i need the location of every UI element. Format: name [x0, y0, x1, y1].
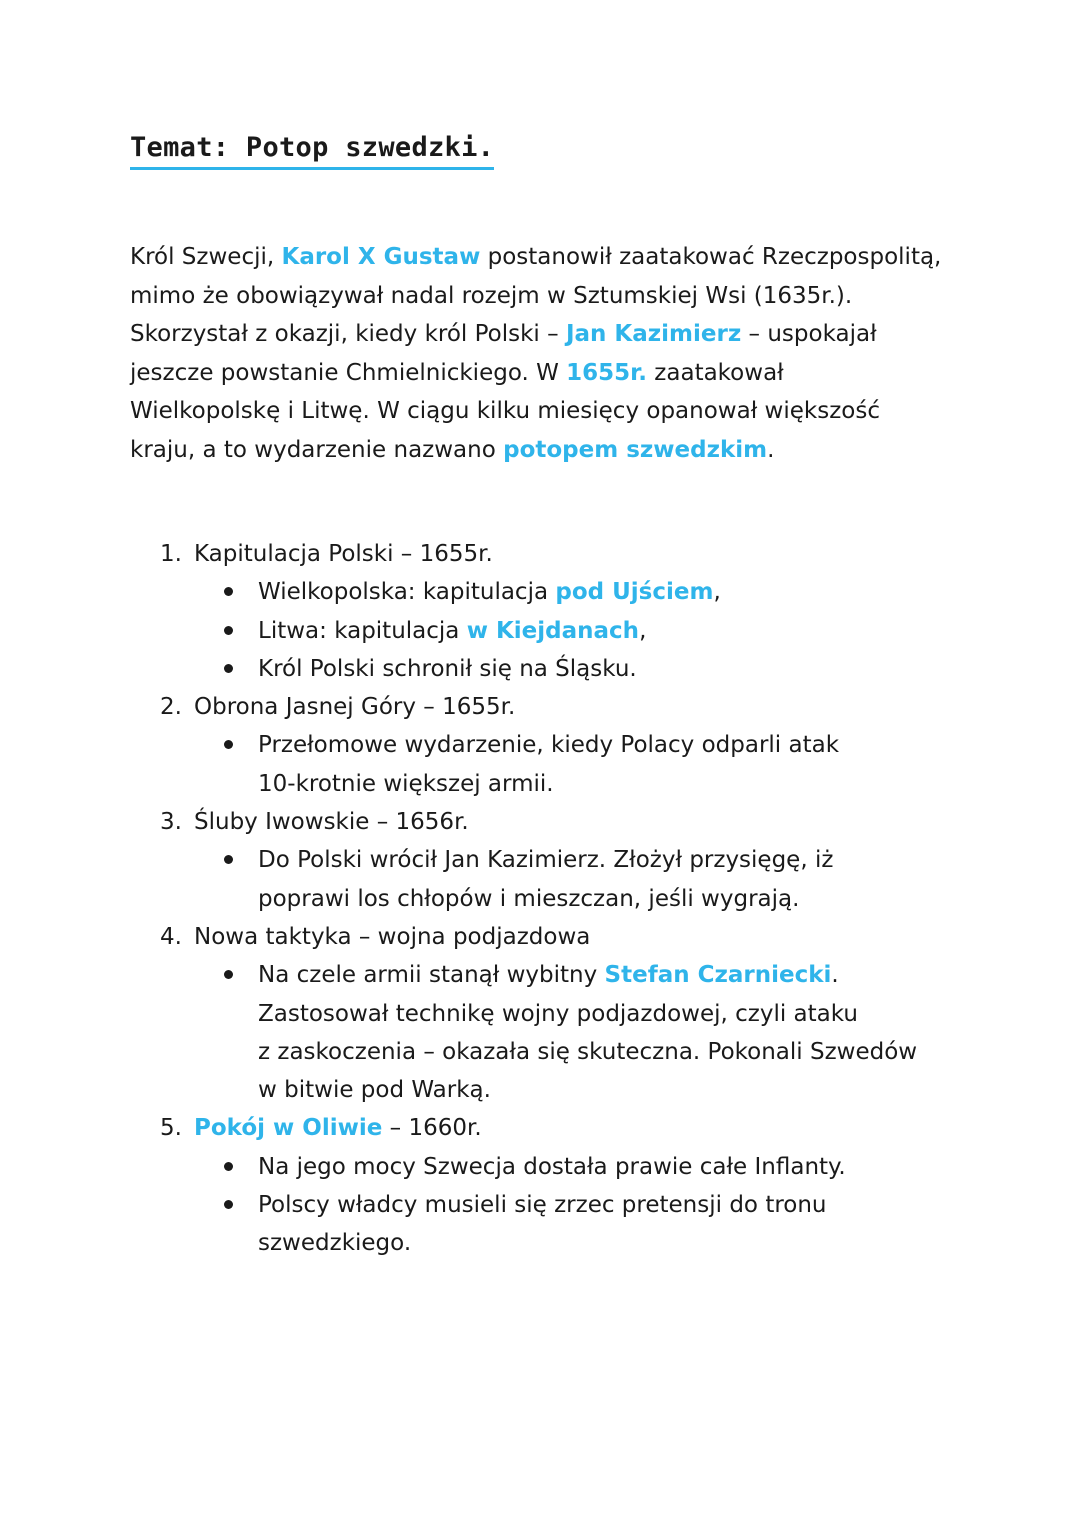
bullet-line: Król Polski schronił się na Śląsku. [258, 655, 637, 682]
highlight-karol-x-gustaw: Karol X Gustaw [281, 244, 481, 270]
intro-line [130, 238, 970, 277]
list-item [160, 803, 980, 918]
text-span: zaatakował [647, 359, 784, 386]
bullet-item [160, 650, 980, 688]
bullet-line: poprawi los chłopów i mieszczan, jeśli wygrają. [258, 885, 800, 912]
bullet-line: w bitwie pod Warką. [258, 1077, 491, 1104]
highlight-jan-kazimierz: Jan Kazimierz [565, 321, 742, 348]
text-span: . [767, 436, 775, 463]
text-span: , [713, 579, 721, 606]
heading-text: Nowa taktyka – wojna podjazdowa [194, 923, 591, 950]
bullet-dot-icon [224, 664, 233, 673]
intro-paragraph [130, 238, 970, 470]
highlight-pokoj-w-oliwie: Pokój w Oliwie [194, 1115, 383, 1142]
bullet-dot-icon [224, 1162, 233, 1171]
text-span: – uspokajał [741, 321, 877, 348]
list-number: 2. [160, 694, 182, 721]
heading-text: – 1660r. [382, 1115, 482, 1142]
text-span: Na czele armii stanął wybitny [258, 962, 605, 989]
bullet-line: Do Polski wrócił Jan Kazimierz. Złożył przysięgę, iż [258, 847, 834, 874]
bullet-list [160, 573, 980, 688]
text-span: Wielkopolska: kapitulacja [258, 579, 556, 606]
list-item-heading [160, 803, 980, 841]
bullet-line: Polscy władcy musieli się zrzec pretensji do tronu [258, 1192, 827, 1219]
list-number: 1. [160, 541, 182, 567]
bullet-dot-icon [224, 970, 233, 979]
bullet-list [160, 1148, 980, 1263]
list-item-heading [160, 918, 980, 956]
bullet-line: Na jego mocy Szwecja dostała prawie całe Inflanty. [258, 1153, 846, 1180]
intro-line [130, 315, 970, 354]
text-span: Litwa: kapitulacja [258, 617, 467, 644]
text-span: . [831, 962, 839, 989]
text-span: postanowił zaatakować Rzeczpospolitą, [480, 244, 942, 270]
bullet-item [160, 841, 980, 918]
bullet-line: z zaskoczenia – okazała się skuteczna. Pokonali Szwedów [258, 1038, 918, 1065]
list-item-heading [160, 535, 980, 573]
list-number: 4. [160, 923, 182, 950]
list-number: 5. [160, 1115, 182, 1142]
heading-text: Kapitulacja Polski – 1655r. [194, 541, 493, 567]
page-title: Temat: Potop szwedzki. [130, 132, 494, 170]
highlight-potop-szwedzki: potopem szwedzkim [503, 436, 768, 463]
text-span: jeszcze powstanie Chmielnickiego. W [130, 359, 567, 386]
bullet-line: Przełomowe wydarzenie, kiedy Polacy odparli atak [258, 732, 840, 759]
list-item-heading [160, 688, 980, 726]
bullet-list [160, 726, 980, 803]
bullet-line: 10-krotnie większej armii. [258, 770, 554, 797]
heading-text: Obrona Jasnej Góry – 1655r. [194, 694, 516, 721]
highlight-w-kiejdanach: w Kiejdanach [466, 617, 640, 644]
bullet-dot-icon [224, 626, 233, 635]
highlight-1655: 1655r. [566, 359, 647, 386]
bullet-dot-icon [224, 740, 233, 749]
numbered-list [160, 535, 980, 1263]
bullet-item [160, 1186, 980, 1263]
heading-text: Śluby Iwowskie – 1656r. [194, 809, 469, 836]
bullet-line: Zastosował technikę wojny podjazdowej, czyli ataku [258, 1000, 858, 1027]
bullet-item [160, 1148, 980, 1186]
highlight-pod-ujsciem: pod Ujściem [555, 579, 714, 606]
bullet-line [258, 573, 980, 611]
bullet-item [160, 956, 980, 1109]
bullet-item [160, 573, 980, 611]
bullet-line: szwedzkiego. [258, 1230, 412, 1257]
text-span: kraju, a to wydarzenie nazwano [130, 436, 504, 463]
bullet-line [258, 612, 980, 650]
list-item [160, 918, 980, 1109]
bullet-dot-icon [224, 587, 233, 596]
bullet-list [160, 956, 980, 1109]
list-item [160, 1109, 980, 1262]
intro-line: Wielkopolskę i Litwę. W ciągu kilku miesięcy opanował większość [130, 398, 880, 425]
bullet-dot-icon [224, 1200, 233, 1209]
list-item [160, 535, 980, 688]
list-item-heading [160, 1109, 980, 1147]
list-number: 3. [160, 809, 182, 836]
intro-line [130, 354, 970, 393]
text-span: , [639, 617, 647, 644]
text-span: Król Szwecji, [130, 244, 282, 270]
list-item [160, 688, 980, 803]
bullet-item [160, 726, 980, 803]
bullet-list [160, 841, 980, 918]
bullet-item [160, 612, 980, 650]
intro-line: mimo że obowiązywał nadal rozejm w Sztumskiej Wsi (1635r.). [130, 282, 853, 309]
bullet-dot-icon [224, 855, 233, 864]
text-span: Skorzystał z okazji, kiedy król Polski – [130, 321, 566, 348]
bullet-line [258, 956, 980, 994]
intro-line [130, 431, 970, 470]
highlight-stefan-czarniecki: Stefan Czarniecki [604, 962, 832, 989]
